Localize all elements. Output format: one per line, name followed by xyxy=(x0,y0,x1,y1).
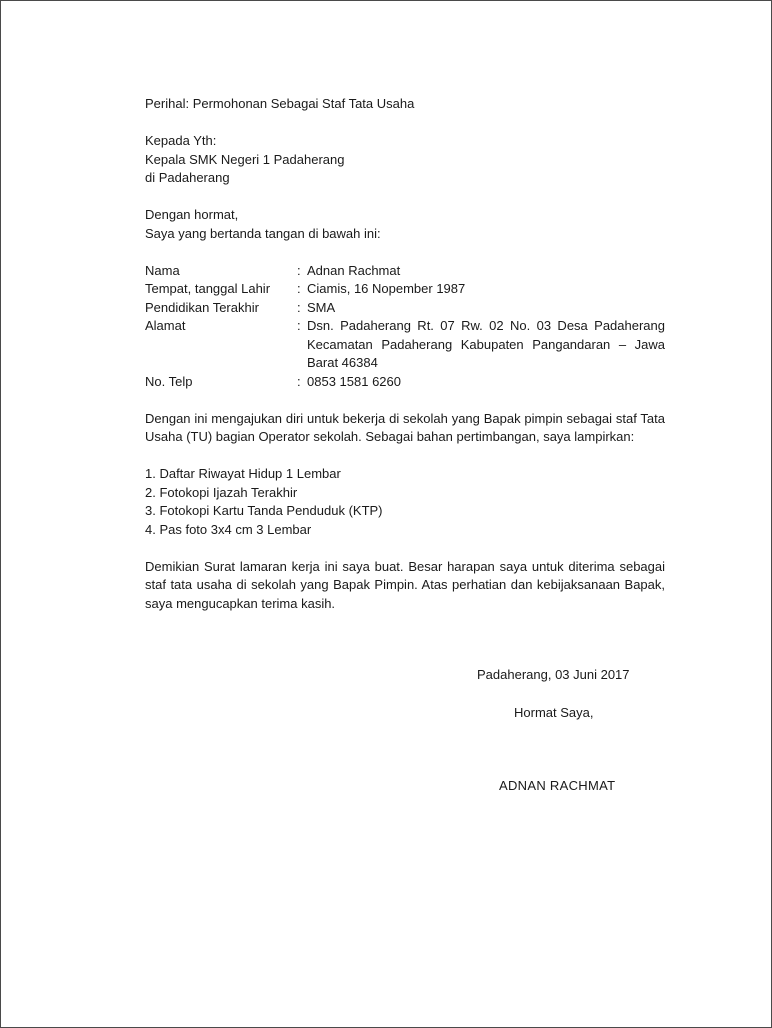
recipient-location: di Padaherang xyxy=(145,170,230,185)
identity-row-education xyxy=(145,299,665,318)
identity-colon: : xyxy=(297,318,301,333)
regards-line: Hormat Saya, xyxy=(514,705,594,720)
closing-paragraph: Demikian Surat lamaran kerja ini saya buat. Besar harapan saya untuk diterima sebagai staf tata usaha di sekolah yang Bapak Pimpin. Atas perhatian dan kebijaksanaan Bapak, saya mengucapkan terima kasih. xyxy=(145,558,665,611)
recipient-name: Kepala SMK Negeri 1 Padaherang xyxy=(145,151,345,167)
identity-value: Ciamis, 16 Nopember 1987 xyxy=(307,281,466,296)
identity-label: Alamat xyxy=(145,318,186,333)
identity-colon: : xyxy=(297,281,301,296)
identity-value: Dsn. Padaherang Rt. 07 Rw. 02 No. 03 Desa Padaherang Kecamatan Padaherang Kabupaten Pangandaran – Jawa Barat 46384 xyxy=(307,318,665,370)
list-item: 1. Daftar Riwayat Hidup 1 Lembar xyxy=(145,466,341,481)
identity-colon: : xyxy=(297,262,301,278)
identity-label: Nama xyxy=(145,262,180,278)
identity-row-address xyxy=(145,317,665,373)
identity-label: No. Telp xyxy=(145,373,193,389)
identity-value: SMA xyxy=(307,299,336,315)
identity-row-phone xyxy=(145,373,665,392)
identity-label: Pendidikan Terakhir xyxy=(145,299,259,315)
identity-row-birth xyxy=(145,280,665,299)
identity-value: 0853 1581 6260 xyxy=(307,373,401,389)
identity-colon: : xyxy=(297,299,301,315)
date-place: Padaherang, 03 Juni 2017 xyxy=(477,667,630,682)
body-paragraph: Dengan ini mengajukan diri untuk bekerja di sekolah yang Bapak pimpin sebagai staf Tata Usaha (TU) bagian Operator sekolah. Sebagai bahan pertimbangan, saya lampirkan: xyxy=(145,410,665,444)
list-item: 4. Pas foto 3x4 cm 3 Lembar xyxy=(145,521,312,537)
intro-line: Saya yang bertanda tangan di bawah ini: xyxy=(145,225,381,241)
attachment-list xyxy=(145,465,665,539)
signature-name: ADNAN RACHMAT xyxy=(499,778,616,793)
subject-line: Perihal: Permohonan Sebagai Staf Tata Usaha xyxy=(145,96,415,111)
identity-label: Tempat, tanggal Lahir xyxy=(145,281,271,296)
letter-body xyxy=(145,95,665,613)
identity-row-name xyxy=(145,262,665,281)
identity-value: Adnan Rachmat xyxy=(307,262,401,278)
identity-table xyxy=(145,262,665,392)
list-item: 3. Fotokopi Kartu Tanda Penduduk (KTP) xyxy=(145,503,383,518)
list-item: 2. Fotokopi Ijazah Terakhir xyxy=(145,484,298,500)
identity-colon: : xyxy=(297,373,301,389)
recipient-salutation: Kepada Yth: xyxy=(145,133,217,148)
greeting: Dengan hormat, xyxy=(145,207,239,222)
